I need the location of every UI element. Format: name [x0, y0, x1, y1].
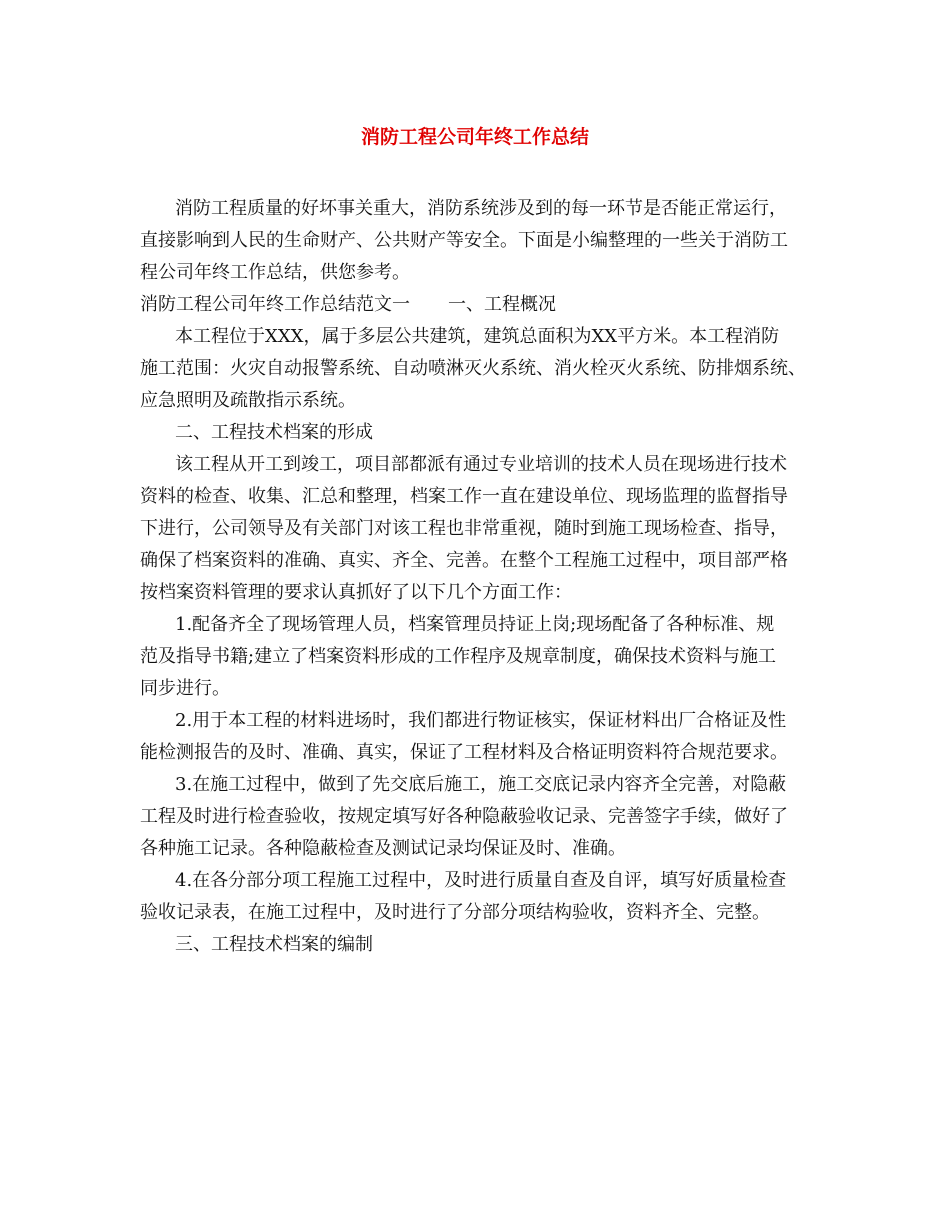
- paragraph-line: 施工范围：火灾自动报警系统、自动喷淋灭火系统、消火栓灭火系统、防排烟系统、: [140, 358, 806, 379]
- list-item-line: 4.在各分部分项工程施工过程中，及时进行质量自查及自评，填写好质量检查: [175, 870, 787, 891]
- sample-heading: 消防工程公司年终工作总结范文一: [140, 294, 410, 315]
- paragraph-line: 按档案资料管理的要求认真抓好了以下几个方面工作：: [140, 582, 572, 603]
- section-heading-line: [140, 289, 820, 321]
- paragraph-line: 资料的检查、收集、汇总和整理，档案工作一直在建设单位、现场监理的监督指导: [140, 486, 788, 507]
- section-heading: 二、工程技术档案的形成: [175, 422, 373, 443]
- paragraph-line: 消防工程质量的好坏事关重大，消防系统涉及到的每一环节是否能正常运行，: [175, 198, 787, 219]
- paragraph-line: 应急照明及疏散指示系统。: [140, 390, 356, 411]
- list-item-line: 1.配备齐全了现场管理人员，档案管理员持证上岗;现场配备了各种标准、规: [175, 614, 775, 635]
- paragraph-line: 该工程从开工到竣工，项目部都派有通过专业培训的技术人员在现场进行技术: [175, 454, 787, 475]
- section-heading: 三、工程技术档案的编制: [175, 934, 373, 955]
- paragraph-line: 程公司年终工作总结，供您参考。: [140, 262, 410, 283]
- document-body: [140, 193, 820, 961]
- list-item-line: 能检测报告的及时、准确、真实，保证了工程材料及合格证明资料符合规范要求。: [140, 742, 788, 763]
- list-item-line: 验收记录表，在施工过程中，及时进行了分部分项结构验收，资料齐全、完整。: [140, 902, 770, 923]
- document-title: 消防工程公司年终工作总结: [360, 126, 589, 148]
- list-item-line: 3.在施工过程中，做到了先交底后施工，施工交底记录内容齐全完善，对隐蔽: [175, 774, 787, 795]
- list-item-line: 2.用于本工程的材料进场时，我们都进行物证核实，保证材料出厂合格证及性: [175, 710, 787, 731]
- list-item-line: 工程及时进行检查验收，按规定填写好各种隐蔽验收记录、完善签字手续，做好了: [140, 806, 788, 827]
- list-item-line: 范及指导书籍;建立了档案资料形成的工作程序及规章制度，确保技术资料与施工: [140, 646, 777, 667]
- paragraph-line: 本工程位于XXX，属于多层公共建筑，建筑总面积为XX平方米。本工程消防: [175, 326, 780, 347]
- list-item-line: 各种施工记录。各种隐蔽检查及测试记录均保证及时、准确。: [140, 838, 626, 859]
- section-heading: 一、工程概况: [448, 294, 556, 315]
- paragraph-line: 下进行，公司领导及有关部门对该工程也非常重视，随时到施工现场检查、指导，: [140, 518, 788, 539]
- list-item-line: 同步进行。: [140, 678, 230, 699]
- paragraph-line: 确保了档案资料的准确、真实、齐全、完善。在整个工程施工过程中，项目部严格: [140, 550, 788, 571]
- paragraph-line: 直接影响到人民的生命财产、公共财产等安全。下面是小编整理的一些关于消防工: [140, 230, 788, 251]
